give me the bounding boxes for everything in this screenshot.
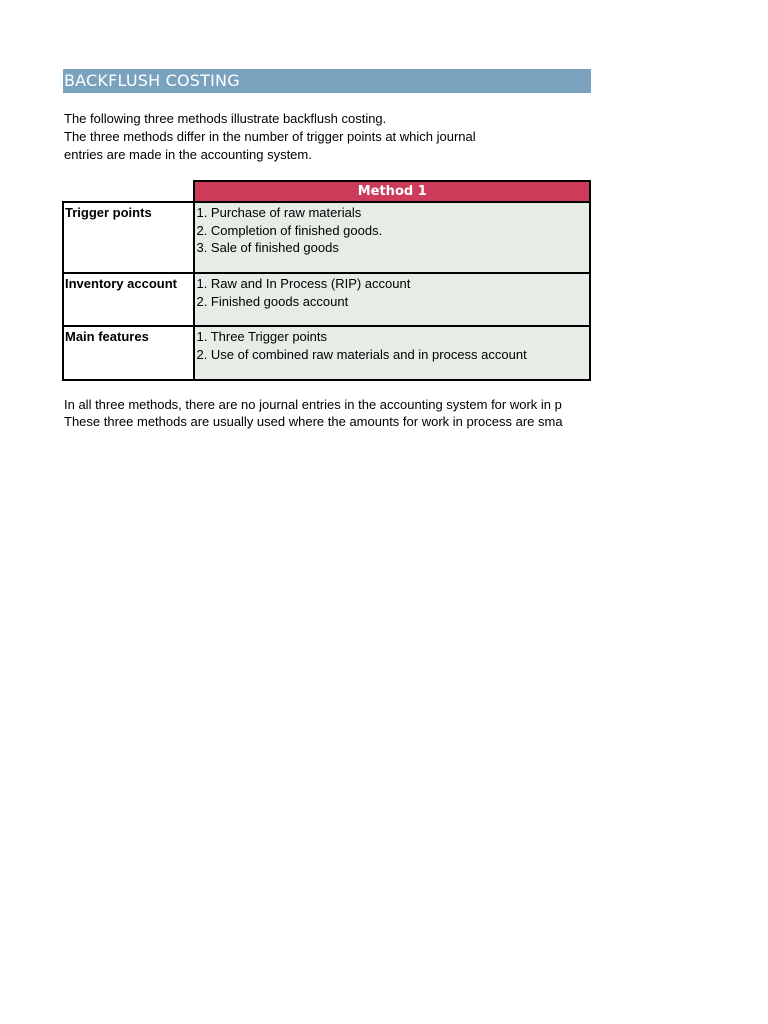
methods-table: [62, 180, 591, 381]
footer-paragraph: [64, 396, 563, 430]
row-content-inventory-account: [194, 273, 590, 326]
row-content-main-features: [194, 326, 590, 380]
intro-line-1: The following three methods illustrate backflush costing.: [64, 111, 387, 126]
list-item: 1. Purchase of raw materials: [196, 205, 362, 220]
table-header-row: [63, 181, 590, 202]
intro-line-2: The three methods differ in the number of trigger points at which journal: [64, 129, 476, 144]
intro-paragraph: [64, 110, 476, 164]
footer-line-1: In all three methods, there are no journal entries in the accounting system for work in p: [64, 397, 562, 412]
footer-line-2: These three methods are usually used where the amounts for work in process are sma: [64, 414, 563, 429]
list-item: 2. Use of combined raw materials and in process account: [196, 346, 527, 362]
list-item: 1. Raw and In Process (RIP) account: [196, 276, 411, 291]
row-label-main-features: Main features: [63, 326, 194, 380]
list-item: 3. Sale of finished goods: [196, 240, 339, 255]
page-title: BACKFLUSH COSTING: [63, 69, 591, 93]
row-content-trigger-points: [194, 202, 590, 273]
list-item: 2. Finished goods account: [196, 293, 349, 309]
list-item: 2. Completion of finished goods.: [196, 222, 383, 238]
method-header: Method 1: [194, 181, 590, 202]
intro-line-3: entries are made in the accounting system.: [64, 147, 312, 162]
row-label-inventory-account: Inventory account: [63, 273, 194, 326]
list-item: 1. Three Trigger points: [196, 329, 328, 344]
row-label-trigger-points: Trigger points: [63, 202, 194, 273]
table-row: [63, 273, 590, 326]
table-row: [63, 202, 590, 273]
empty-header-cell: [63, 181, 194, 202]
table-row: [63, 326, 590, 380]
